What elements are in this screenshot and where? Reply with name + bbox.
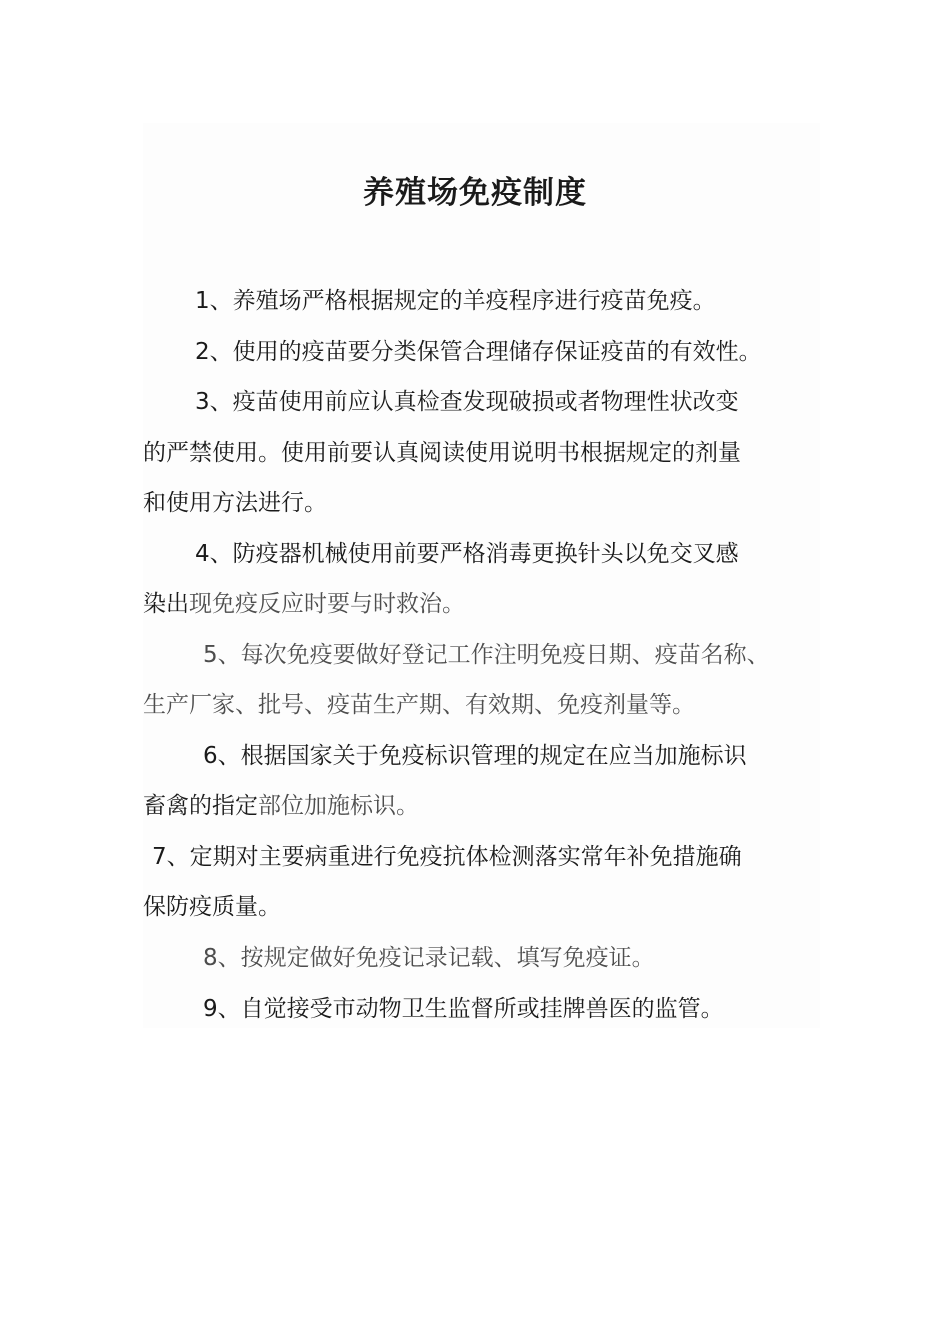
clause-3-line-1: 3、疫苗使用前应认真检查发现破损或者物理性状改变 (195, 389, 739, 415)
clause-2-line-1: 2、使用的疫苗要分类保管合理储存保证疫苗的有效性。 (195, 339, 762, 365)
clause-9-line-1: 9、自觉接受市动物卫生监督所或挂牌兽医的监管。 (203, 996, 724, 1022)
clause-5-line-1: 5、每次免疫要做好登记工作注明免疫日期、疫苗名称、 (203, 642, 770, 668)
clause-1-line-1: 1、养殖场严格根据规定的羊疫程序进行疫苗免疫。 (195, 288, 716, 314)
clause-4-line-2-part-1: 染出 (143, 591, 189, 617)
clause-4-line-2-part-2: 现免疫反应时要与时救治。 (189, 591, 465, 617)
clause-7-line-2: 保防疫质量。 (143, 894, 281, 920)
clause-7-line-1: 7、定期对主要病重进行免疫抗体检测落实常年补免措施确 (152, 844, 742, 870)
clause-3-line-2: 的严禁使用。使用前要认真阅读使用说明书根据规定的剂量 (143, 440, 741, 466)
clause-6-line-2-part-1: 畜禽的指定 (143, 793, 258, 819)
clause-8-line-1: 8、按规定做好免疫记录记载、填写免疫证。 (203, 945, 655, 971)
document-title: 养殖场免疫制度 (363, 175, 587, 211)
clause-6-line-1: 6、根据国家关于免疫标识管理的规定在应当加施标识 (203, 743, 747, 769)
clause-6-line-2 (143, 781, 419, 831)
clause-6-line-2-part-2: 部位加施标识。 (258, 793, 419, 819)
clause-3-line-3: 和使用方法进行。 (143, 490, 327, 516)
clause-5-line-2: 生产厂家、批号、疫苗生产期、有效期、免疫剂量等。 (143, 692, 695, 718)
clause-4-line-2 (143, 579, 465, 629)
clause-4-line-1: 4、防疫器机械使用前要严格消毒更换针头以免交叉感 (195, 541, 739, 567)
